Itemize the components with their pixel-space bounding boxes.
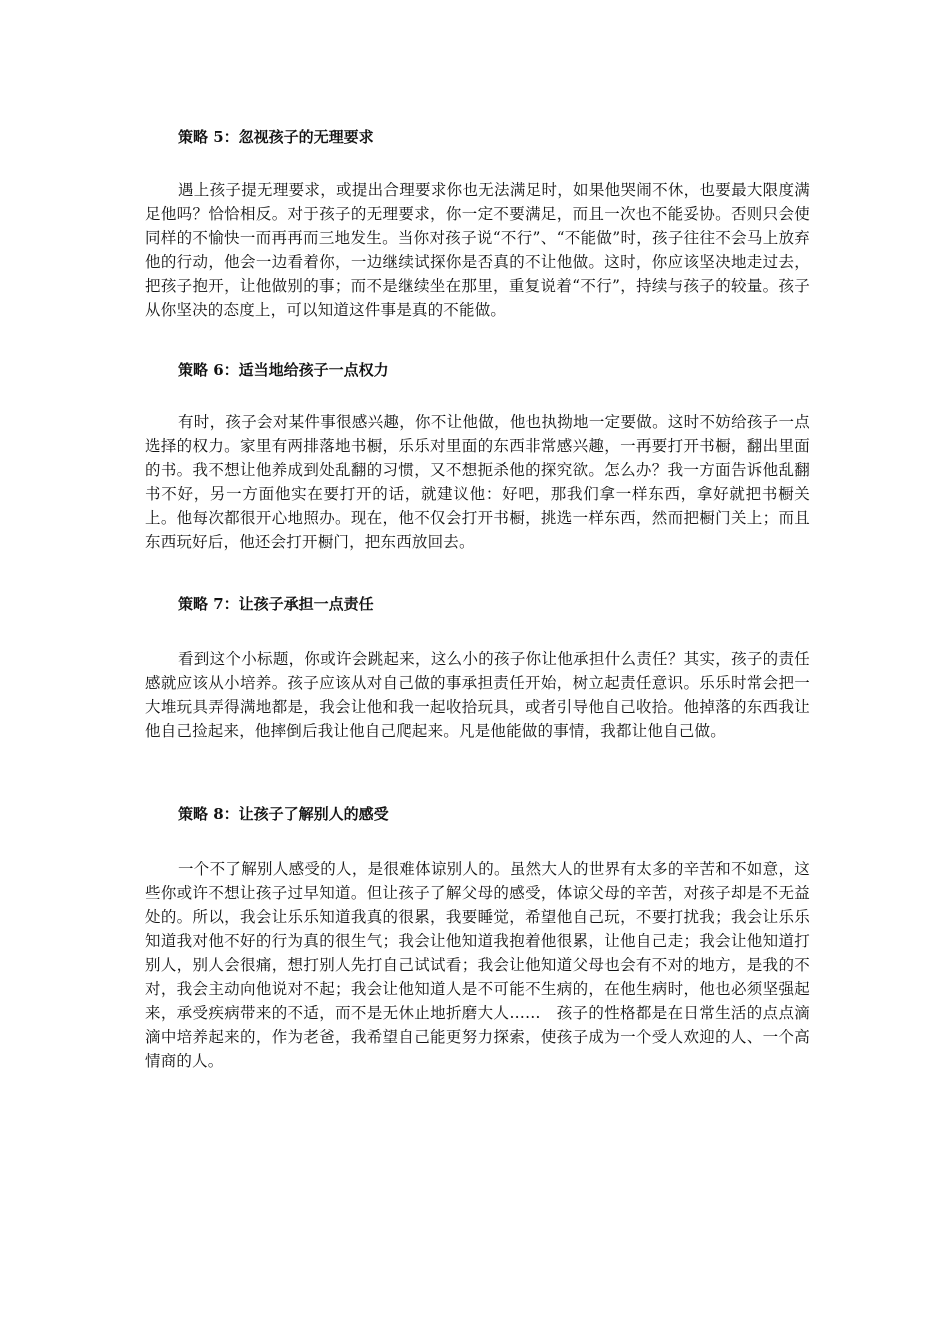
strategy-6-paragraph: 有时，孩子会对某件事很感兴趣，你不让他做，他也执拗地一定要做。这时不妨给孩子一点选择的权力。家里有两排落地书橱，乐乐对里面的东西非常感兴趣，一再要打开书橱，翻出里面的书。我不想让他养成到处乱翻的习惯，又不想扼杀他的探究欲。怎么办？我一方面告诉他乱翻书不好，另一方面他实在要打开的话，就建议他：好吧，那我们拿一样东西，拿好就把书橱关上。他每次都很开心地照办。现在，他不仅会打开书橱，挑选一样东西，然而把橱门关上；而且东西玩好后，他还会打开橱门，把东西放回去。 xyxy=(145,413,810,551)
strategy-7-paragraph: 看到这个小标题，你或许会跳起来，这么小的孩子你让他承担什么责任？其实，孩子的责任感就应该从小培养。孩子应该从对自己做的事承担责任开始，树立起责任意识。乐乐时常会把一大堆玩具弄得满地都是，我会让他和我一起收拾玩具，或者引导他自己收拾。他掉落的东西我让他自己捡起来，他摔倒后我让他自己爬起来。凡是他能做的事情，我都让他自己做。 xyxy=(145,650,810,740)
strategy-7-heading: 策略 7：让孩子承担一点责任 xyxy=(178,595,374,613)
strategy-5-paragraph: 遇上孩子提无理要求，或提出合理要求你也无法满足时，如果他哭闹不休，也要最大限度满足他吗？恰恰相反。对于孩子的无理要求，你一定不要满足，而且一次也不能妥协。否则只会使同样的不愉快一而再再而三地发生。当你对孩子说“不行”、“不能做”时，孩子往往不会马上放弃他的行动，他会一边看着你，一边继续试探你是否真的不让他做。这时，你应该坚决地走过去，把孩子抱开，让他做别的事；而不是继续坐在那里，重复说着“不行”，持续与孩子的较量。孩子从你坚决的态度上，可以知道这件事是真的不能做。 xyxy=(145,181,810,319)
strategy-8-paragraph: 一个不了解别人感受的人，是很难体谅别人的。虽然大人的世界有太多的辛苦和不如意，这些你或许不想让孩子过早知道。但让孩子了解父母的感受，体谅父母的辛苦，对孩子却是不无益处的。所以，我会让乐乐知道我真的很累，我要睡觉，希望他自己玩，不要打扰我；我会让乐乐知道我对他不好的行为真的很生气；我会让他知道我抱着他很累，让他自己走；我会让他知道打别人，别人会很痛，想打别人先打自己试试看；我会让他知道父母也会有不对的地方，是我的不对，我会主动向他说对不起；我会让他知道人是不可能不生病的，在他生病时，他也必须坚强起来，承受疾病带来的不适，而不是无休止地折磨大人…… 孩子的性格都是在日常生活的点点滴滴中培养起来的，作为老爸，我希望自己能更努力探索，使孩子成为一个受人欢迎的人、一个高情商的人。 xyxy=(145,860,810,1070)
strategy-8-heading: 策略 8：让孩子了解别人的感受 xyxy=(178,805,389,823)
strategy-6-heading: 策略 6：适当地给孩子一点权力 xyxy=(178,361,389,379)
strategy-5-heading: 策略 5：忽视孩子的无理要求 xyxy=(178,128,374,146)
